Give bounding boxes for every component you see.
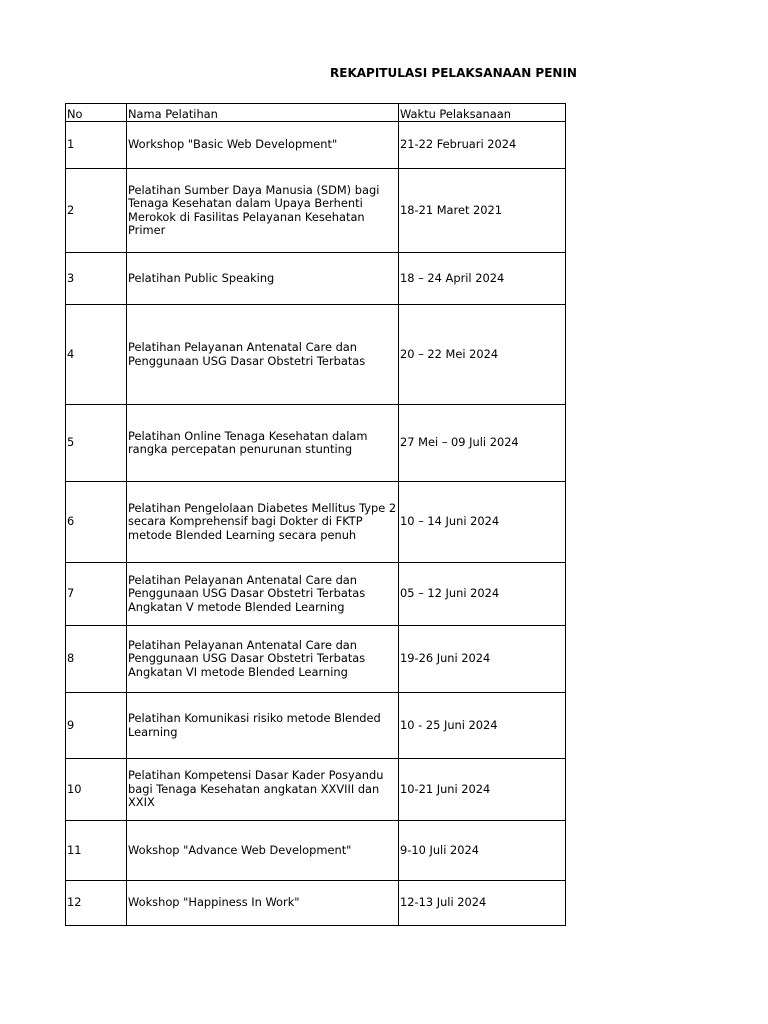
table-row (66, 563, 566, 626)
table-row (66, 405, 566, 482)
row-no: 1 (66, 122, 127, 169)
row-no: 12 (66, 881, 127, 926)
row-no: 3 (66, 253, 127, 305)
row-name: Pelatihan Kompetensi Dasar Kader Posyandu bagi Tenaga Kesehatan angkatan XXVIII dan XXIX (127, 759, 399, 821)
row-time: 27 Mei – 09 Juli 2024 (399, 405, 566, 482)
document-title: REKAPITULASI PELAKSANAAN PENIN (330, 66, 577, 80)
row-name: Pelatihan Sumber Daya Manusia (SDM) bagi Tenaga Kesehatan dalam Upaya Berhenti Merokok di Fasilitas Pelayanan Kesehatan Primer (127, 169, 399, 253)
row-no: 9 (66, 693, 127, 759)
training-table (65, 103, 566, 926)
table-row (66, 122, 566, 169)
row-time: 20 – 22 Mei 2024 (399, 305, 566, 405)
header-no: No (66, 104, 127, 122)
row-name: Wokshop "Happiness In Work" (127, 881, 399, 926)
table-header-row (66, 104, 566, 122)
row-name: Pelatihan Pengelolaan Diabetes Mellitus Type 2 secara Komprehensif bagi Dokter di FKTP metode Blended Learning secara penuh (127, 482, 399, 563)
row-time: 10-21 Juni 2024 (399, 759, 566, 821)
row-time: 05 – 12 Juni 2024 (399, 563, 566, 626)
table-row (66, 881, 566, 926)
row-name: Wokshop "Advance Web Development" (127, 821, 399, 881)
row-no: 5 (66, 405, 127, 482)
row-time: 18 – 24 April 2024 (399, 253, 566, 305)
row-time: 9-10 Juli 2024 (399, 821, 566, 881)
row-time: 21-22 Februari 2024 (399, 122, 566, 169)
table-row (66, 626, 566, 693)
row-time: 12-13 Juli 2024 (399, 881, 566, 926)
table-row (66, 169, 566, 253)
row-name: Pelatihan Pelayanan Antenatal Care dan Penggunaan USG Dasar Obstetri Terbatas Angkatan V metode Blended Learning (127, 563, 399, 626)
row-name: Workshop "Basic Web Development" (127, 122, 399, 169)
row-time: 10 – 14 Juni 2024 (399, 482, 566, 563)
row-no: 6 (66, 482, 127, 563)
table-row (66, 821, 566, 881)
row-name: Pelatihan Pelayanan Antenatal Care dan Penggunaan USG Dasar Obstetri Terbatas (127, 305, 399, 405)
table-row (66, 305, 566, 405)
table-row (66, 693, 566, 759)
row-time: 10 - 25 Juni 2024 (399, 693, 566, 759)
row-no: 11 (66, 821, 127, 881)
row-name: Pelatihan Pelayanan Antenatal Care dan Penggunaan USG Dasar Obstetri Terbatas Angkatan VI metode Blended Learning (127, 626, 399, 693)
header-time: Waktu Pelaksanaan (399, 104, 566, 122)
header-name: Nama Pelatihan (127, 104, 399, 122)
row-name: Pelatihan Komunikasi risiko metode Blended Learning (127, 693, 399, 759)
row-no: 4 (66, 305, 127, 405)
row-no: 10 (66, 759, 127, 821)
row-no: 2 (66, 169, 127, 253)
table-row (66, 253, 566, 305)
table-row (66, 759, 566, 821)
row-no: 8 (66, 626, 127, 693)
row-time: 18-21 Maret 2021 (399, 169, 566, 253)
table-row (66, 482, 566, 563)
row-name: Pelatihan Public Speaking (127, 253, 399, 305)
row-name: Pelatihan Online Tenaga Kesehatan dalam rangka percepatan penurunan stunting (127, 405, 399, 482)
row-no: 7 (66, 563, 127, 626)
row-time: 19-26 Juni 2024 (399, 626, 566, 693)
